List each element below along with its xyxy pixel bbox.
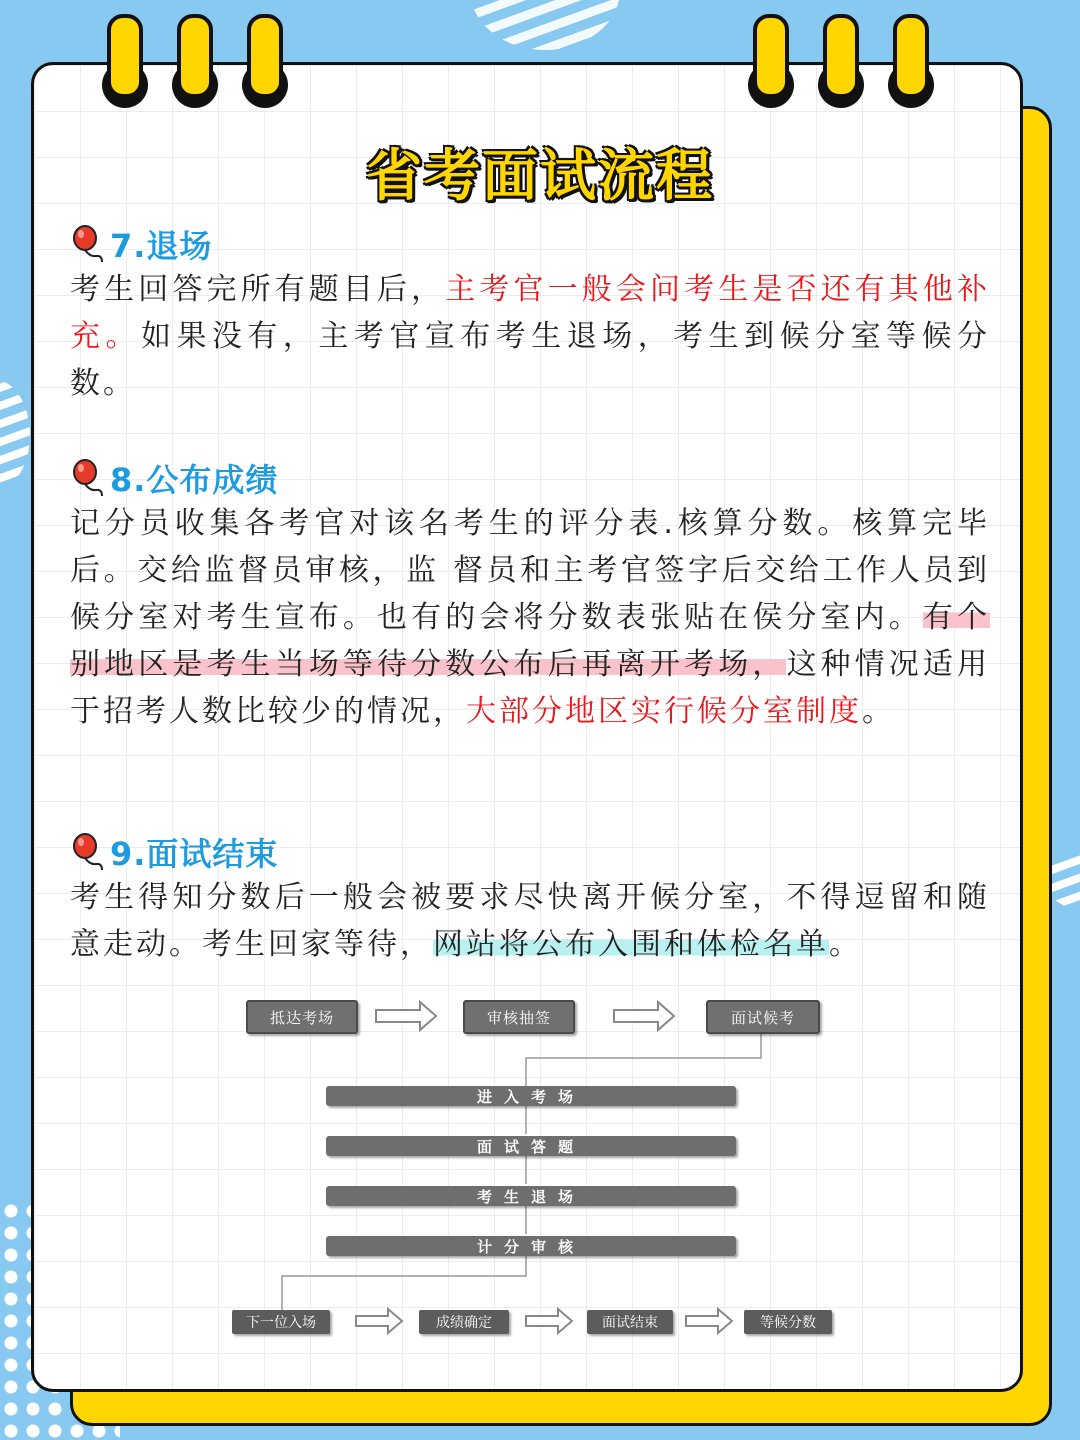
flow-step: 抵达考场 xyxy=(246,1000,358,1034)
decorative-stripes xyxy=(0,380,30,490)
section-heading xyxy=(70,456,990,500)
binder-ring xyxy=(177,14,213,98)
section-heading-text: 7.退场 xyxy=(110,227,213,265)
section-heading-text: 8.公布成绩 xyxy=(110,461,279,499)
flow-step: 成绩确定 xyxy=(419,1310,509,1334)
decorative-stripes xyxy=(470,0,620,50)
flow-step: 审核抽签 xyxy=(463,1000,575,1034)
paragraph-text: 。 xyxy=(862,694,895,729)
binder-ring xyxy=(107,14,143,98)
binder-ring xyxy=(893,14,929,98)
flow-step: 考生退场 xyxy=(326,1186,736,1206)
balloon-pin-icon xyxy=(70,458,108,498)
paragraph-text: 。 xyxy=(829,927,862,962)
section-end xyxy=(70,830,990,968)
paragraph-text: 记分员收集各考官对该名考生的评分表.核算分数。核算完毕后。交给监督员审核，监 督员和主考官签字后交给工作人员到候分室对考生宣布。也有的会将分数表张贴在侯分室内。 xyxy=(70,506,990,635)
highlighted-text: 网站将公布入围和体检名单 xyxy=(433,927,829,962)
flow-step: 面试候考 xyxy=(706,1000,820,1034)
flow-step: 进入考场 xyxy=(326,1086,736,1106)
flow-step: 计分审核 xyxy=(326,1236,736,1256)
binder-ring xyxy=(753,14,789,98)
section-heading xyxy=(70,222,990,266)
highlighted-text: 有个别地区是考生当场等待分数公布后再离开考场， xyxy=(70,600,991,682)
paragraph-text: 如果没有，主考官宣布考生退场，考生到候分室等候分数。 xyxy=(70,319,991,401)
section-results xyxy=(70,456,990,735)
flow-step: 等候分数 xyxy=(744,1310,832,1334)
paragraph-text: 考生回答完所有题目后， xyxy=(70,272,446,307)
section-heading-text: 9.面试结束 xyxy=(110,835,279,873)
page-title: 省考面试流程 xyxy=(366,144,714,209)
section-paragraph xyxy=(70,874,990,968)
paragraph-text: 考生得知分数后一般会被要求尽快离开候分室，不得逗留和随意走动。考生回家等待， xyxy=(70,880,990,962)
flow-step: 面试结束 xyxy=(587,1310,673,1334)
section-paragraph xyxy=(70,500,990,735)
highlighted-text: 大部分地区实行候分室制度 xyxy=(466,694,862,729)
binder-ring xyxy=(823,14,859,98)
flow-step: 下一位入场 xyxy=(232,1310,330,1334)
binder-ring xyxy=(247,14,283,98)
highlighted-text: 主考官一般会问考生是否还有其他补充。 xyxy=(70,272,991,354)
balloon-pin-icon xyxy=(70,224,108,264)
balloon-pin-icon xyxy=(70,832,108,872)
section-paragraph xyxy=(70,266,990,407)
paragraph-text: 这种情况适用于招考人数比较少的情况， xyxy=(70,647,991,729)
section-exit xyxy=(70,222,990,407)
section-heading xyxy=(70,830,990,874)
flow-step: 面试答题 xyxy=(326,1136,736,1156)
